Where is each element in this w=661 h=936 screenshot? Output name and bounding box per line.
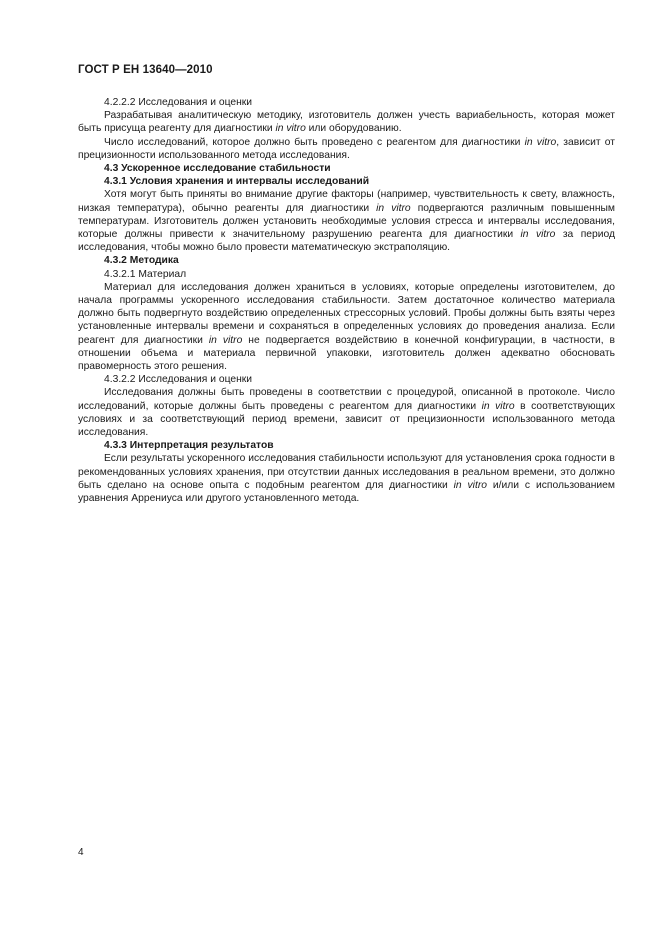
section-heading: 4.3.3 Интерпретация результатов — [104, 440, 274, 452]
paragraph: Исследования должны быть проведены в соответствии с процедурой, описанной в протоколе. Число исследований, которые должны быть проведены с реагентом для диагностики in vitro в соответствующих условиях и за соответствующий период времени, зависит от прецизионности использованного метода исследования. — [78, 387, 616, 439]
section-heading: 4.3.1 Условия хранения и интервалы исследований — [104, 176, 370, 188]
paragraph: Материал для исследования должен храниться в условиях, которые определены изготовителем, до начала программы ускоренного исследования стабильности. Затем достаточное количество материала должно быть подвергнуто воздействию определенных стрессорных условий. Пробы должны быть взяты через установленные интервалы времени и сохраняться в определенных условиях до проведения анализа. Если реагент для диагностики in vitro не подвергается воздействию в конечной конфигурации, в частности, в отношении объема и материала первичной упаковки, изготовитель должен адекватно обосновать правомерность этого решения. — [78, 281, 615, 373]
paragraph: Разрабатывая аналитическую методику, изготовитель должен учесть вариабельность, которая может быть присуща реагенту для диагностики in vitro или оборудованию. — [78, 110, 615, 135]
section-heading: 4.3.2.1 Материал — [104, 268, 187, 280]
page-number: 4 — [78, 847, 84, 858]
section-heading: 4.3.2 Методика — [104, 255, 179, 267]
section-heading: 4.2.2.2 Исследования и оценки — [104, 97, 253, 108]
section-heading: 4.3 Ускоренное исследование стабильности — [104, 163, 331, 175]
paragraph: Число исследований, которое должно быть проведено с реагентом для диагностики in vitro, зависит от прецизионности использованного метода исследования. — [78, 136, 615, 161]
paragraph: Если результаты ускоренного исследования стабильности используют для установления срока годности в рекомендованных условиях хранения, при отсутствии данных исследования в реальном времени, это должно быть сделано на основе опыта с подобным реагентом для диагностики in vitro и/или с использованием уравнения Аррениуса или другого установленного метода. — [78, 453, 615, 505]
paragraph: Хотя могут быть приняты во внимание другие факторы (например, чувствительность к свету, влажность, низкая температура), обычно реагенты для диагностики in vitro подвергаются различным повышенным температурам. Изготовитель должен установить необходимые условия стресса и интервалы исследования, которые должны привести к значительному разрушению реагента для диагностики in vitro за период исследования, чтобы можно было провести математическую экстраполяцию. — [78, 189, 615, 254]
document-body — [78, 96, 615, 505]
document-header: ГОСТ Р ЕН 13640—2010 — [78, 64, 213, 76]
section-heading: 4.3.2.2 Исследования и оценки — [104, 374, 253, 386]
